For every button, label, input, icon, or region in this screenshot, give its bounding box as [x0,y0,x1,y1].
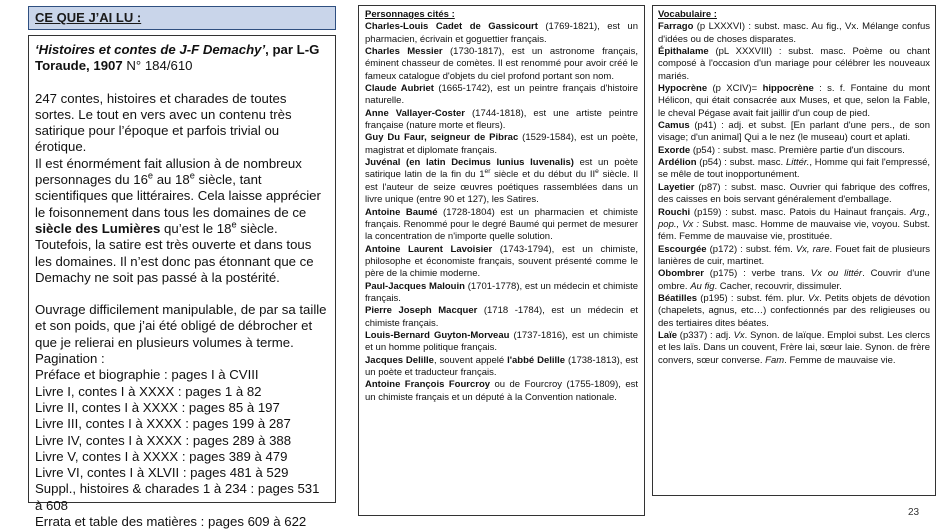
p2-c: siècle, tant scientifiques que littéraires. Cela laisse apprécier le foisonnement dans tous les domaines de ce [35,172,321,220]
book-heading [35,42,329,75]
vocab-def: . Femme de mauvaise vie. [784,354,896,366]
character-name: Louis-Bernard Guyton-Morveau [365,329,510,341]
vocab-entry [658,207,930,244]
vocab-word: Ardélion [658,157,697,169]
vocab-def: (p LXXXVI) : subst. masc. Au fig., Vx. Mélange confus d'idées ou de choses disparates. [658,21,930,45]
vocab-entry [658,21,930,46]
vocab-word: Laïe [658,329,678,341]
character-text: (1744-1818), est une artiste peintre française (nature morte et fleurs). [365,107,638,132]
vocab-entry [658,293,930,330]
vocab-def: (p172) : subst. fém. [706,243,796,255]
vocab-entry [658,244,930,269]
character-text: (1718 -1784), est un médecin et chimiste français. [365,305,638,329]
p2-bold: siècle des Lumières [35,220,161,236]
character-name: Charles Messier [365,46,443,58]
character-entry [365,330,638,355]
p2-d: qu’est le 18 [160,220,232,236]
pagination-item: Livre VI, contes I à XLVII : pages 481 à 529 [35,465,289,481]
character-entry [365,132,638,157]
character-entry [365,21,638,46]
vocab-italic: Arg., pop., Vx : [658,206,930,230]
p2-sup3: e [231,219,237,230]
vocab-def: Subst. masc. Homme de mauvaise vie, voyou. Subst. fém. Femme de mauvaise vie, prostituée. [658,218,930,243]
character-name: Paul-Jacques Malouin [365,280,465,292]
vocab-def: . Fouet fait de plusieurs lanières de cuir, martinet. [658,243,930,267]
character-name: Jacques Delille [365,354,434,366]
p2-a: Il est énormément fait allusion à de nombreux personnages du 16 [35,155,302,188]
vocab-word: Béatilles [658,292,698,304]
vocab-word: Exorde [658,144,691,156]
vocab-def: . Cacher, recouvrir, dissimuler. [714,280,842,292]
pagination-item: Livre V, contes I à XXXX : pages 389 à 479 [35,448,288,464]
summary-paragraph-4: Ouvrage difficilement manipulable, de par sa taille et son poids, que j’ai été obligé de débrocher et que je relierai en plusieurs volumes à terme. [35,302,327,350]
vocab-word: Obombrer [658,268,704,280]
character-entry [365,207,638,244]
character-entry-juvenal [365,157,638,206]
vocab-word: Épithalame [658,46,709,58]
book-summary-panel [28,35,336,530]
character-text: ou de Fourcroy (1755-1809), est un chimiste français et un député à la Convention nationale. [365,379,639,403]
vocab-word: Hypocrène [658,83,708,95]
vocab-def: , Homme qui fait l'empressé, se mêle de tout inopportunément. [658,157,930,181]
vocab-word: Rouchi [658,206,691,218]
vocab-entry [658,145,930,157]
pagination-item: Livre I, contes I à XXXX : pages 1 à 82 [35,383,262,399]
character-name-alt: l'abbé Delille [507,354,566,366]
characters-panel [358,5,645,516]
vocab-italic: Vx, rare [795,243,830,255]
page-number: 23 [908,507,920,518]
vocab-entry [658,182,930,207]
character-text: (1529-1584), est un poète, magistrat et diplomate français. [365,132,639,156]
character-name: Anne Vallayer-Coster [365,107,465,119]
vocab-entry [658,157,930,182]
vocab-def: (p175) : verbe trans. [703,268,811,280]
pagination-label: Pagination : [35,351,105,367]
character-name: Pierre Joseph Macquer [365,305,478,317]
p2-sup1: e [147,170,154,181]
vocab-italic: Fam [765,354,785,366]
p2-b: au 18 [153,172,190,188]
character-entry [365,281,638,306]
character-name: Guy Du Faur, seigneur de Pibrac [365,132,519,144]
vocab-entry [658,46,930,83]
vocab-def: : s. f. Fontaine du mont Hélicon, qui était consacrée aux Muses, et que, selon la Fable, le cheval Pégase avait fait jaillir d'un coup de pied. [658,83,930,119]
character-entry [365,355,638,380]
vocab-entry [658,120,930,145]
vocab-entry [658,330,930,367]
vocab-italic: Au fig [690,280,715,292]
character-text: (1743-1794), est un chimiste, philosophe et économiste français, souvent présenté comme le père de la chimie moderne. [365,243,638,280]
section-title [28,6,336,30]
pagination-item: Livre III, contes I à XXXX : pages 199 à 287 [35,416,291,432]
vocab-def: (p54) : subst. masc. Première partie d'un discours. [690,144,905,156]
pagination-item: Préface et biographie : pages I à CVIII [35,367,259,383]
pagination-item: Errata et table des matières : pages 609 à 622 [35,514,307,530]
character-text: (1730-1817), est un astronome français, éminent chasseur de comètes. Il est renommé pour avoir créé le fameux catalogue d'objets du ciel profond portant son nom. [365,46,638,82]
character-entry [365,108,638,133]
vocab-italic: Vx [733,329,745,341]
summary-paragraph-2 [35,156,329,237]
vocab-word: Escourgée [658,243,707,255]
sup-e: e [595,168,599,176]
book-title: ‘Histoires et contes de J-F Demachy’ [35,42,266,57]
vocab-italic: Vx [807,292,820,304]
character-entry [365,46,638,83]
vocabulary-title: Vocabulaire : [658,9,717,20]
character-text: (1737-1816), est un chimiste et un homme politique français. [365,329,638,354]
character-name: Juvénal (en latin Decimus Iunius Iuvenalis) [365,157,574,169]
vocab-def: (p87) : subst. masc. Ouvrier qui fabrique des coffres, des caisses en bois servant généralement d'emballage. [658,181,930,206]
vocab-word: Camus [658,120,690,132]
character-name: Antoine François Fourcroy [365,379,491,391]
vocab-def: (p41) : adj. et subst. [En parlant d'une pers., de son visage; d'un animal] Qui a le nez (le museau) court et aplati. [658,120,930,144]
character-entry [365,379,638,404]
book-number: N° 184/610 [122,58,193,74]
summary-paragraph-1: 247 contes, histoires et charades de toutes sortes. Le tout en vers avec un contenu très satirique pour l’époque et parfois trivial ou érotique. [35,90,292,155]
vocab-word: Farrago [658,21,694,33]
vocab-def: (p54) : subst. masc. [696,157,786,169]
vocab-def: (p XCIV)= [707,83,763,95]
summary-paragraph-3: Toutefois, la satire est très ouverte et dans tous les domaines. Il n’est donc pas étonnant que ce Demachy ne soit pas passé à la postérité. [35,237,314,285]
character-name: Charles-Louis Cadet de Gassicourt [365,21,538,33]
pagination-item: Suppl., histoires & charades 1 à 234 : pages 531 à 608 [35,481,320,513]
vocab-def: . Synon. de laïque. Emploi subst. Les clercs et les laïs. Dans un couvent, Frère lai, sœur laie. Synon. de frère convers, sœur converse. [658,329,930,366]
character-name: Claude Aubriet [365,83,434,95]
vocab-def: . Couvrir d'une ombre. [658,268,930,292]
character-text: siècle et du début du II [490,169,596,181]
character-text: siècle. Il est l'auteur de seize œuvres poétiques rassemblées dans un livre unique (entre 90 et 127), les Satires. [365,169,638,206]
pagination-item: Livre IV, contes I à XXXX : pages 289 à 388 [35,432,292,448]
vocab-def: . Petits objets de dévotion (chapelets, agnus, etc…) confectionnés par des religieuses ou des tertiaires dites béates. [658,292,930,329]
characters-title: Personnages cités : [365,9,455,20]
vocab-word: Layetier [658,181,695,193]
vocab-entry [658,268,930,293]
vocab-italic: Littér. [785,157,810,169]
vocab-def: (p195) : subst. fém. plur. [697,292,808,304]
character-text: (1738-1813), est un poète et traducteur français. [365,354,639,378]
character-text: (1665-1742), est un peintre français d'histoire naturelle. [365,83,638,107]
title-text: CE QUE J’AI LU : [35,10,142,25]
character-entry [365,305,638,330]
character-entry [365,244,638,281]
pagination-list [35,367,329,530]
vocab-italic: Vx ou littér [810,268,863,280]
vocab-def: (p337) : adj. [677,329,734,341]
character-text: (1728-1804) est un pharmacien et chimiste français. Renommé pour le degré Baumé qui permet de mesurer la concentration de n'importe quelle solution. [365,206,638,243]
character-text: (1701-1778), est un médecin et chimiste français. [365,280,638,304]
vocab-def: (p159) : subst. masc. Patois du Hainaut français. [690,206,910,218]
character-text: est un poète satirique latin de la fin du 1 [365,157,639,181]
book-author: , par L-G Toraude, 1907 [35,42,320,74]
character-text: , souvent appelé [433,354,508,366]
p2-e: siècle. [236,220,278,236]
vocab-word: hippocrène [762,83,814,95]
vocab-entry [658,83,930,120]
vocab-def: (pL XXXVIII) : subst. masc. Poème ou chant composé à l'occasion d'un mariage pour célébrer les nouveaux mariés. [658,46,930,82]
vocabulary-panel [652,5,936,496]
character-name: Antoine Laurent Lavoisier [365,243,493,255]
character-name: Antoine Baumé [365,206,438,218]
pagination-item: Livre II, contes I à XXXX : pages 85 à 197 [35,399,280,415]
character-entry [365,83,638,108]
p2-sup2: e [189,170,195,181]
sup-er: er [484,168,491,176]
character-text: (1769-1821), est un pharmacien, écrivain et goguettier français. [365,21,638,45]
